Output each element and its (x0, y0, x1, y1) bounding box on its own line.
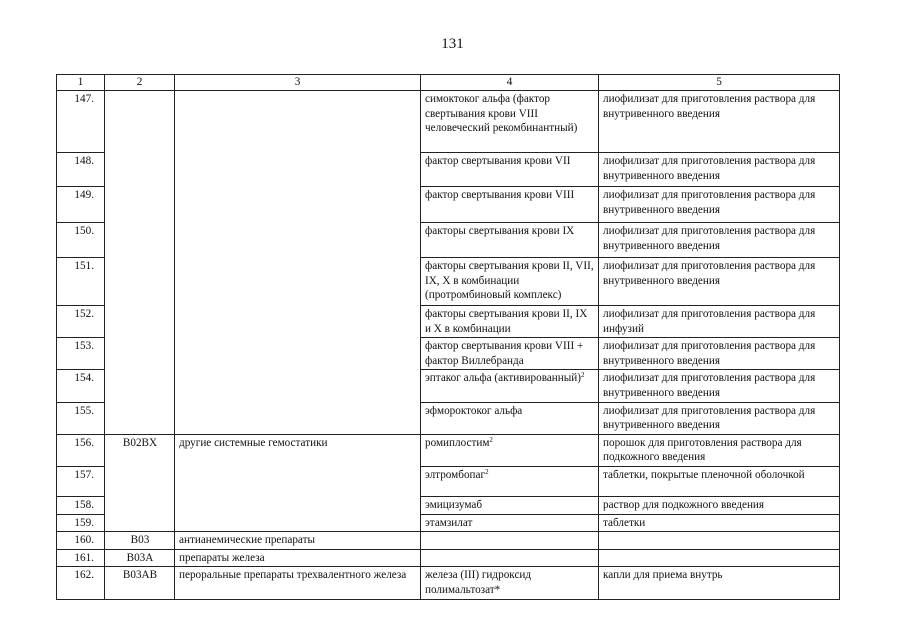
dosage-form-cell: таблетки (599, 514, 840, 532)
drug-name-cell (421, 91, 599, 153)
dosage-form-cell: лиофилизат для приготовления раствора для внутривенного введения (599, 223, 840, 258)
column-header: 4 (421, 75, 599, 91)
table-header-row (57, 75, 840, 91)
drug-name: эптаког альфа (активированный) (425, 372, 582, 385)
row-number: 155. (57, 402, 105, 434)
drug-name: элтромбопаг (425, 468, 486, 481)
drug-name: железа (III) гидроксид полимальтозат* (425, 569, 532, 596)
row-number: 154. (57, 370, 105, 402)
group-name-cell (175, 91, 421, 435)
drug-name: факторы свертывания крови II, VII, IX, X в комбинации (протромбиновый комплекс) (425, 260, 594, 302)
dosage-form-cell: лиофилизат для приготовления раствора для внутривенного введения (599, 338, 840, 370)
atc-code-cell (105, 91, 175, 435)
drug-name: эмицизумаб (425, 498, 483, 511)
table-row (57, 91, 840, 153)
dosage-form-cell: лиофилизат для приготовления раствора для внутривенного введения (599, 153, 840, 187)
row-number: 148. (57, 153, 105, 187)
footnote-mark: 2 (581, 371, 585, 380)
page-number: 131 (441, 36, 464, 52)
row-number: 153. (57, 338, 105, 370)
atc-code-cell: B02BX (105, 434, 175, 531)
dosage-form-cell (599, 549, 840, 567)
drug-name-cell (421, 434, 599, 466)
group-name-cell: препараты железа (175, 549, 421, 567)
row-number: 152. (57, 306, 105, 338)
dosage-form-cell: лиофилизат для приготовления раствора для инфузий (599, 306, 840, 338)
column-header: 1 (57, 75, 105, 91)
drug-name: фактор свертывания крови VIII (425, 189, 575, 201)
drug-name: эфмороктоког альфа (425, 404, 523, 417)
table-row (57, 532, 840, 550)
row-number: 150. (57, 223, 105, 258)
drug-name-cell (421, 549, 599, 567)
table-row (57, 434, 840, 466)
dosage-form-cell: таблетки, покрытые пленочной оболочкой (599, 466, 840, 496)
column-header: 3 (175, 75, 421, 91)
drug-name-cell (421, 338, 599, 370)
dosage-form-cell: лиофилизат для приготовления раствора для внутривенного введения (599, 258, 840, 306)
drug-name: фактор свертывания крови VIII + фактор Виллебранда (425, 340, 584, 367)
drug-name-cell (421, 514, 599, 532)
drug-table (56, 74, 840, 600)
drug-name-cell (421, 258, 599, 306)
drug-name-cell (421, 466, 599, 496)
row-number: 149. (57, 187, 105, 223)
row-number: 162. (57, 567, 105, 599)
drug-name: факторы свертывания крови IX (425, 225, 575, 237)
drug-name-cell (421, 153, 599, 187)
drug-name-cell (421, 496, 599, 514)
column-header: 5 (599, 75, 840, 91)
row-number: 147. (57, 91, 105, 153)
group-name-cell: пероральные препараты трехвалентного железа (175, 567, 421, 599)
dosage-form-cell (599, 532, 840, 550)
drug-name: симоктоког альфа (фактор свертывания крови VIII человеческий рекомбинантный) (425, 93, 578, 135)
dosage-form-cell: раствор для подкожного введения (599, 496, 840, 514)
footnote-mark: 2 (485, 467, 489, 476)
drug-name: фактор свертывания крови VII (425, 155, 571, 167)
drug-name-cell (421, 567, 599, 599)
row-number: 151. (57, 258, 105, 306)
atc-code-cell: B03 (105, 532, 175, 550)
drug-name-cell (421, 223, 599, 258)
drug-name-cell (421, 370, 599, 402)
dosage-form-cell: лиофилизат для приготовления раствора для внутривенного введения (599, 402, 840, 434)
drug-name-cell (421, 402, 599, 434)
row-number: 156. (57, 434, 105, 466)
drug-name: факторы свертывания крови II, IX и X в комбинации (425, 308, 588, 335)
drug-name-cell (421, 306, 599, 338)
dosage-form-cell: капли для приема внутрь (599, 567, 840, 599)
row-number: 160. (57, 532, 105, 550)
row-number: 159. (57, 514, 105, 532)
dosage-form-cell: лиофилизат для приготовления раствора для внутривенного введения (599, 91, 840, 153)
table-row (57, 549, 840, 567)
row-number: 157. (57, 466, 105, 496)
drug-name-cell (421, 532, 599, 550)
atc-code-cell: B03AB (105, 567, 175, 599)
group-name-cell: другие системные гемостатики (175, 434, 421, 531)
group-name-cell: антианемические препараты (175, 532, 421, 550)
drug-name: этамзилат (425, 516, 473, 529)
atc-code-cell: B03A (105, 549, 175, 567)
dosage-form-cell: лиофилизат для приготовления раствора для внутривенного введения (599, 187, 840, 223)
table-row (57, 567, 840, 599)
drug-name-cell (421, 187, 599, 223)
footnote-mark: 2 (489, 435, 493, 444)
column-header: 2 (105, 75, 175, 91)
drug-name: ромиплостим (425, 436, 490, 449)
dosage-form-cell: лиофилизат для приготовления раствора для внутривенного введения (599, 370, 840, 402)
dosage-form-cell: порошок для приготовления раствора для подкожного введения (599, 434, 840, 466)
row-number: 161. (57, 549, 105, 567)
row-number: 158. (57, 496, 105, 514)
